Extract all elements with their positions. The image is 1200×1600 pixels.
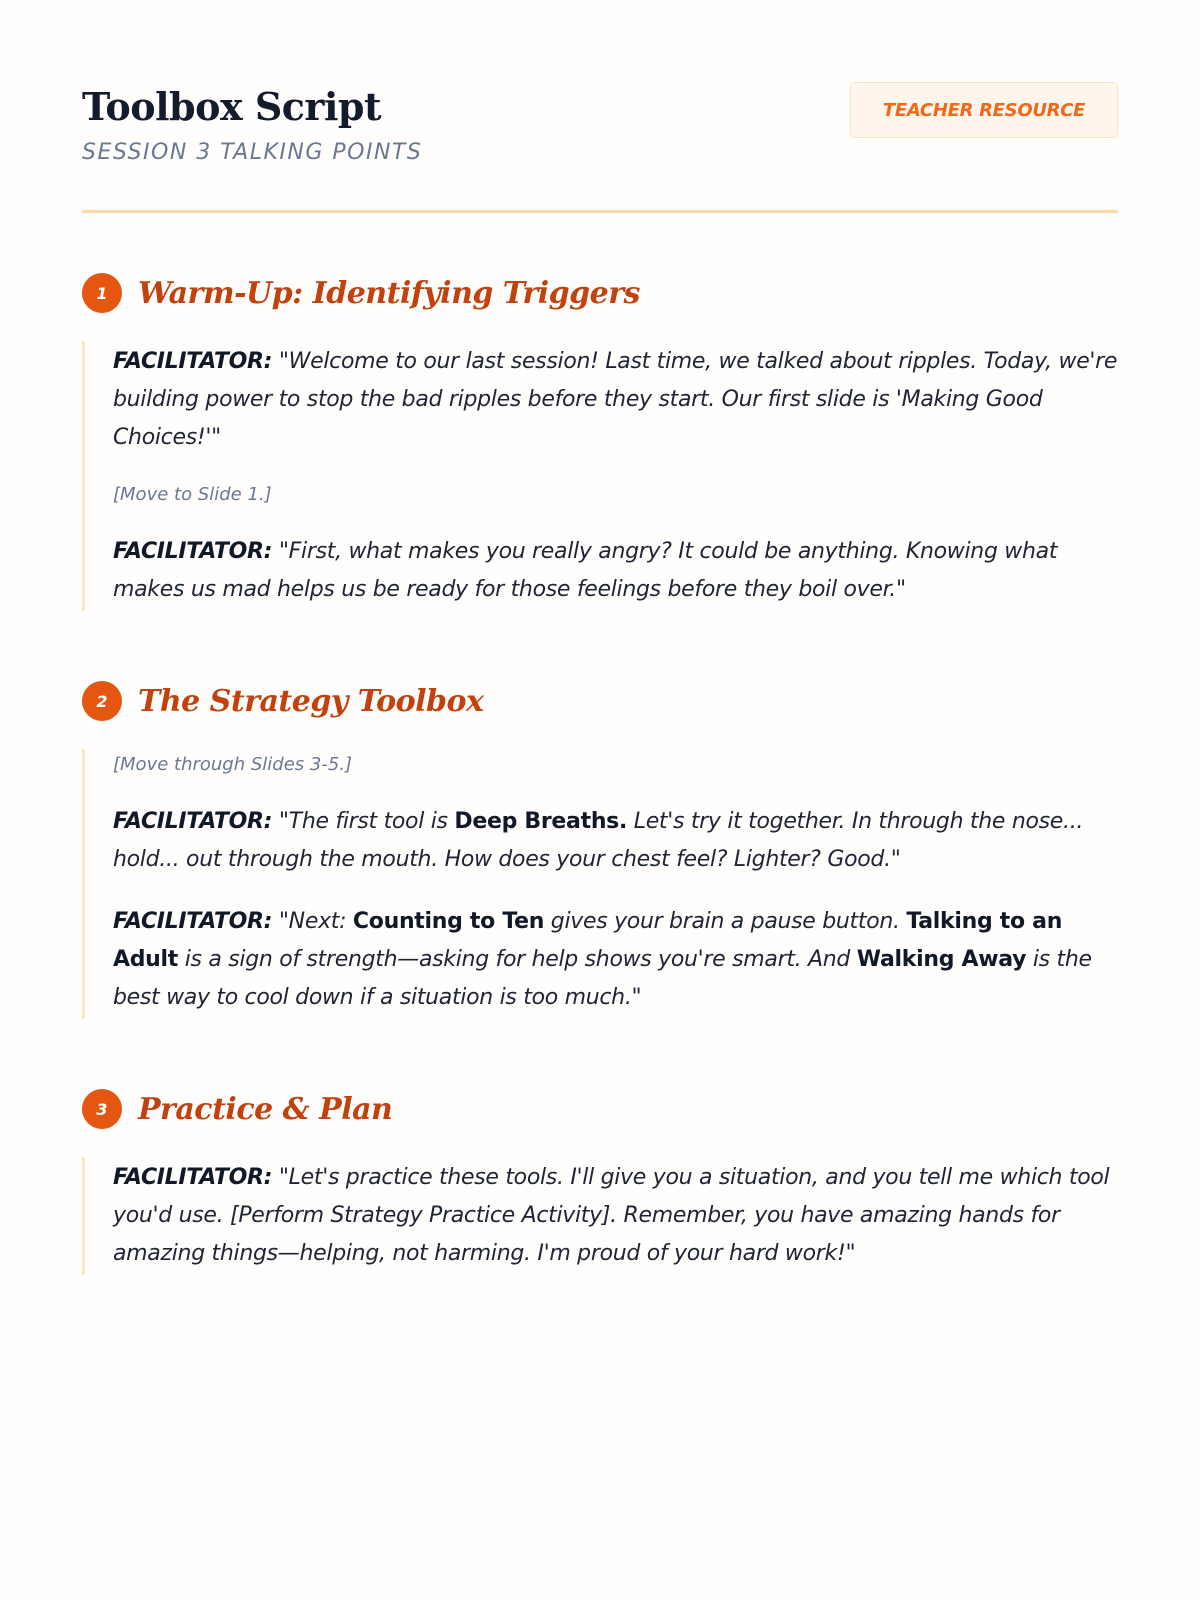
- section-warm-up: [82, 271, 1118, 611]
- teacher-resource-badge: TEACHER RESOURCE: [850, 82, 1118, 138]
- section-number-badge: 3: [82, 1089, 122, 1129]
- speech-text: Let's try it together. In through the nose... hold... out through the mouth. How does your chest feel? Lighter? Good.": [113, 809, 1084, 872]
- stage-direction: [Move to Slide 1.]: [113, 484, 272, 505]
- facilitator-line: [113, 533, 1118, 609]
- speech-text: "First, what makes you really angry? It could be anything. Knowing what makes us mad helps us be ready for those feelings before they boil over.": [113, 539, 1058, 602]
- speaker-label: FACILITATOR:: [113, 349, 273, 374]
- speech-text: "Next:: [278, 909, 353, 934]
- speech-text: "Welcome to our last session! Last time, we talked about ripples. Today, we're building power to stop the bad ripples before they start. Our first slide is 'Making Good Choices!'": [113, 349, 1118, 450]
- facilitator-line: [113, 343, 1118, 457]
- section-number-badge: 2: [82, 681, 122, 721]
- section-practice-plan: [82, 1087, 1118, 1275]
- section-title: Warm-Up: Identifying Triggers: [138, 275, 640, 311]
- strategy-name: Talking to an Adult: [113, 909, 1063, 972]
- speech-text: "Let's practice these tools. I'll give you a situation, and you tell me which tool you'd use. [Perform Strategy Practice Activity]. Remember, you have amazing hands for amazing things—helping, not harming. I'm proud of your hard work!": [113, 1165, 1110, 1266]
- section-body: [82, 1157, 1118, 1275]
- section-strategy-toolbox: [82, 679, 1118, 1019]
- speaker-label: FACILITATOR:: [113, 909, 273, 934]
- document-header: [82, 82, 1118, 213]
- strategy-name: Walking Away: [856, 947, 1027, 972]
- section-heading: [82, 271, 1118, 315]
- facilitator-line: [113, 1159, 1118, 1273]
- page-title: Toolbox Script: [82, 84, 382, 129]
- speaker-label: FACILITATOR:: [113, 809, 273, 834]
- speech-text: "The first tool is: [278, 809, 455, 834]
- section-title: The Strategy Toolbox: [138, 683, 484, 719]
- section-body: [82, 749, 1118, 1019]
- section-heading: [82, 1087, 1118, 1131]
- facilitator-line: [113, 903, 1118, 1017]
- facilitator-line: [113, 803, 1118, 879]
- strategy-name: Deep Breaths.: [454, 809, 628, 834]
- speech-text: is the best way to cool down if a situation is too much.": [113, 947, 1092, 1010]
- section-body: [82, 341, 1118, 611]
- speech-text: is a sign of strength—asking for help shows you're smart. And: [178, 947, 857, 972]
- page-subtitle: SESSION 3 TALKING POINTS: [82, 140, 423, 165]
- speech-text: gives your brain a pause button.: [544, 909, 907, 934]
- section-heading: [82, 679, 1118, 723]
- strategy-name: Counting to Ten: [352, 909, 545, 934]
- stage-direction: [Move through Slides 3-5.]: [113, 754, 353, 775]
- section-number-badge: 1: [82, 273, 122, 313]
- speaker-label: FACILITATOR:: [113, 1165, 273, 1190]
- section-title: Practice & Plan: [138, 1091, 393, 1127]
- speaker-label: FACILITATOR:: [113, 539, 273, 564]
